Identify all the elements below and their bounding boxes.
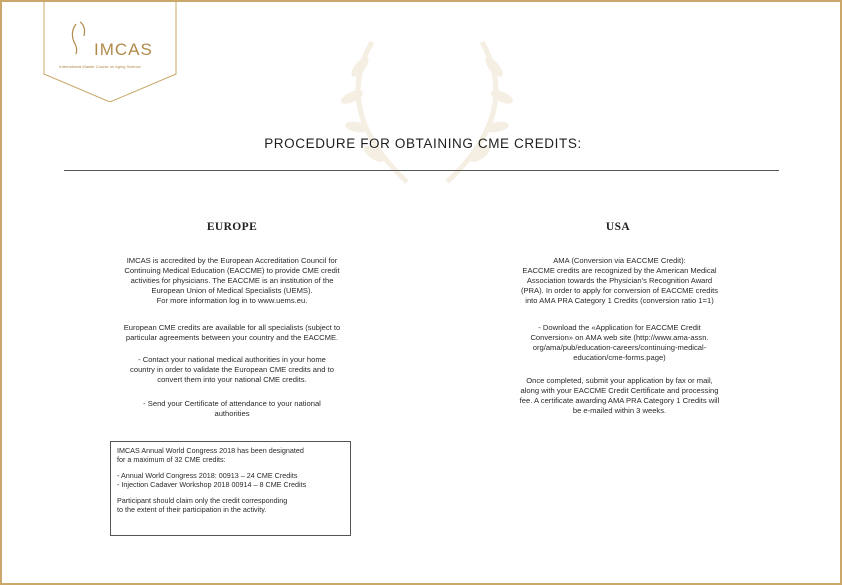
usa-ama-paragraph bbox=[457, 256, 782, 306]
text-line: AMA (Conversion via EACCME Credit): bbox=[553, 256, 686, 265]
text-line: into AMA PRA Category 1 Credits (conversion ratio 1=1) bbox=[525, 296, 714, 305]
europe-heading: EUROPE bbox=[206, 221, 258, 233]
usa-heading: USA bbox=[605, 221, 631, 233]
page-title: PROCEDURE FOR OBTAINING CME CREDITS: bbox=[264, 136, 582, 151]
text-line: For more information log in to www.uems.eu. bbox=[156, 296, 308, 305]
text-line: be e-mailed within 3 weeks. bbox=[572, 406, 667, 415]
box-credit-item: - Annual World Congress 2018: 00913 – 24 CME Credits bbox=[117, 470, 298, 480]
laurel-wreath-watermark bbox=[302, 22, 552, 202]
box-line: IMCAS Annual World Congress 2018 has been designated bbox=[117, 446, 304, 455]
text-line: along with your EACCME Credit Certificate and processing bbox=[520, 386, 719, 395]
box-line: for a maximum of 32 CME credits: bbox=[117, 455, 226, 465]
text-line: convert them into your national CME credits. bbox=[157, 375, 307, 384]
title-divider bbox=[64, 170, 779, 171]
text-line: country in order to validate the European CME credits and to bbox=[130, 365, 334, 374]
europe-send-certificate-paragraph bbox=[72, 399, 392, 419]
box-line: to the extent of their participation in the activity. bbox=[117, 505, 267, 515]
text-line: activities for physicians. The EACCME is an institution of the bbox=[130, 276, 334, 285]
text-line: - Contact your national medical authorities in your home bbox=[138, 355, 326, 364]
usa-submit-paragraph bbox=[457, 376, 782, 416]
text-line: European Union of Medical Specialists (UEMS). bbox=[151, 286, 313, 295]
text-line: Association towards the Physician's Recognition Award bbox=[526, 276, 713, 285]
text-line: - Send your Certificate of attendance to your national bbox=[143, 399, 321, 408]
text-line: fee. A certificate awarding AMA PRA Category 1 Credits will bbox=[519, 396, 720, 405]
europe-contact-paragraph bbox=[72, 355, 392, 385]
text-line: IMCAS is accredited by the European Accreditation Council for bbox=[126, 256, 338, 265]
europe-accreditation-paragraph bbox=[72, 256, 392, 306]
text-line: Once completed, submit your application by fax or mail, bbox=[526, 376, 713, 385]
text-line: (PRA). In order to apply for conversion of EACCME credits bbox=[520, 286, 719, 295]
europe-availability-paragraph bbox=[72, 323, 392, 343]
text-line: Conversion» on AMA web site (http://www.ama-assn. bbox=[530, 333, 709, 342]
box-line: Participant should claim only the credit corresponding bbox=[117, 495, 288, 505]
text-line: EACCME credits are recognized by the American Medical bbox=[522, 266, 717, 275]
text-line: - Download the «Application for EACCME Credit bbox=[538, 323, 701, 332]
text-line: particular agreements between your country and the EACCME. bbox=[125, 333, 339, 342]
box-credit-item: - Injection Cadaver Workshop 2018 00914 – 8 CME Credits bbox=[117, 480, 307, 490]
text-line: org/ama/pub/education-careers/continuing-medical- bbox=[532, 343, 707, 352]
text-line: education/cme-forms.page) bbox=[573, 353, 666, 362]
cme-credits-box bbox=[110, 441, 351, 536]
usa-download-paragraph bbox=[457, 323, 782, 363]
logo-brand-text: IMCAS bbox=[94, 40, 153, 59]
text-line: Continuing Medical Education (EACCME) to provide CME credit bbox=[124, 266, 340, 275]
text-line: authorities bbox=[214, 409, 250, 418]
text-line: European CME credits are available for all specialists (subject to bbox=[123, 323, 341, 332]
logo-tagline: International Master Course on Aging Science bbox=[59, 64, 141, 69]
